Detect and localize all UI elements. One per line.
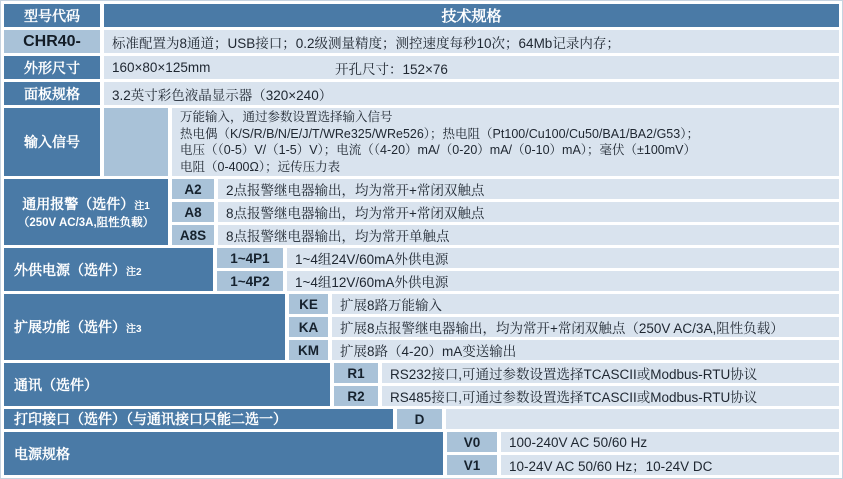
- comm-label-text: 通讯（选件）: [14, 376, 98, 393]
- power-group: [4, 432, 839, 475]
- input-signal-row: [4, 108, 839, 176]
- option-desc: RS485接口,可通过参数设置选择TCASCII或Modbus-RTU协议: [382, 386, 839, 406]
- printer-group: [4, 409, 839, 429]
- option-desc: RS232接口,可通过参数设置选择TCASCII或Modbus-RTU协议: [382, 363, 839, 383]
- aux-power-group: [4, 248, 839, 291]
- alarm-option-a2: [172, 179, 839, 199]
- header-tech-spec: 技术规格: [104, 4, 839, 27]
- dimensions-value: [104, 56, 839, 79]
- option-code: A2: [172, 179, 214, 199]
- printer-label-text: 打印接口（选件）（与通讯接口只能二选一）: [14, 411, 287, 427]
- dimensions-label: 外形尺寸: [4, 56, 100, 79]
- input-line-4: 电阻（0-400Ω）；远传压力表: [180, 159, 341, 174]
- printer-option-d: [397, 409, 839, 429]
- option-code: 1~4P1: [217, 248, 283, 268]
- option-desc: 扩展8路（4-20）mA变送输出: [332, 340, 839, 360]
- alarm-group: [4, 179, 839, 245]
- alarm-label: [4, 179, 168, 245]
- model-standard-config: 标准配置为8通道；USB接口；0.2级测量精度；测控速度每秒10次；64Mb记录内存；: [104, 30, 839, 53]
- input-signal-detail: [172, 108, 839, 176]
- option-code: D: [397, 409, 442, 429]
- power-label-text: 电源规格: [14, 445, 70, 462]
- aux-power-option-p2: [217, 271, 839, 291]
- option-code: R1: [334, 363, 378, 383]
- power-option-v0: [447, 432, 839, 452]
- option-code: R2: [334, 386, 378, 406]
- alarm-label-text: 通用报警（选件）: [22, 196, 135, 212]
- alarm-note: 注1: [134, 201, 150, 212]
- option-desc: 1~4组12V/60mA外供电源: [287, 271, 839, 291]
- expansion-group: [4, 294, 839, 360]
- input-signal-label: 输入信号: [4, 108, 100, 176]
- expansion-option-ka: [289, 317, 839, 337]
- aux-power-label-text: 外供电源（选件）: [14, 261, 126, 278]
- option-code: KE: [289, 294, 328, 314]
- model-code-value: CHR40-: [4, 30, 100, 53]
- panel-row: [4, 82, 839, 105]
- option-desc: [446, 409, 839, 429]
- header-row: [4, 4, 839, 27]
- expansion-option-ke: [289, 294, 839, 314]
- model-row: [4, 30, 839, 53]
- option-code: V1: [447, 455, 497, 475]
- option-code: KA: [289, 317, 328, 337]
- option-desc: 100-240V AC 50/60 Hz: [501, 432, 839, 452]
- input-signal-code-placeholder: [104, 108, 168, 176]
- alarm-rating: （250V AC/3A,阻性负载）: [17, 217, 155, 229]
- alarm-option-a8s: [172, 225, 839, 245]
- option-code: A8S: [172, 225, 214, 245]
- panel-label: 面板规格: [4, 82, 100, 105]
- comm-label: [4, 363, 330, 406]
- comm-group: [4, 363, 839, 406]
- dimensions-row: [4, 56, 839, 79]
- option-desc: 10-24V AC 50/60 Hz；10-24V DC: [501, 455, 839, 475]
- option-code: KM: [289, 340, 328, 360]
- power-label: [4, 432, 443, 475]
- expansion-label-text: 扩展功能（选件）: [14, 319, 126, 335]
- power-option-v1: [447, 455, 839, 475]
- header-model-code: 型号代码: [4, 4, 100, 27]
- comm-option-r2: [334, 386, 839, 406]
- outer-size: 160×80×125mm: [112, 60, 211, 75]
- option-code: V0: [447, 432, 497, 452]
- alarm-option-a8: [172, 202, 839, 222]
- aux-power-label: [4, 248, 213, 291]
- option-code: A8: [172, 202, 214, 222]
- expansion-option-km: [289, 340, 839, 360]
- expansion-label: [4, 294, 285, 360]
- comm-option-r1: [334, 363, 839, 383]
- printer-label: [4, 409, 393, 429]
- panel-value: 3.2英寸彩色液晶显示器（320×240）: [104, 82, 839, 105]
- option-desc: 8点报警继电器输出，均为常开单触点: [218, 225, 839, 245]
- cutout-size: 开孔尺寸：152×76: [335, 61, 448, 77]
- aux-power-note: 注2: [126, 266, 142, 278]
- input-line-3: 电压（（0-5）V/（1-5）V）；电流（（4-20）mA/（0-20）mA/（0-10）mA）；毫伏（±100mV）: [180, 143, 696, 157]
- option-desc: 1~4组24V/60mA外供电源: [287, 248, 839, 268]
- option-desc: 扩展8路万能输入: [332, 294, 839, 314]
- option-desc: 2点报警继电器输出，均为常开+常闭双触点: [218, 179, 839, 199]
- aux-power-option-p1: [217, 248, 839, 268]
- option-desc: 扩展8点报警继电器输出，均为常开+常闭双触点（250V AC/3A,阻性负载）: [332, 317, 839, 337]
- option-code: 1~4P2: [217, 271, 283, 291]
- option-desc: 8点报警继电器输出，均为常开+常闭双触点: [218, 202, 839, 222]
- input-line-1: 万能输入，通过参数设置选择输入信号: [180, 110, 393, 124]
- input-line-2: 热电偶（K/S/R/B/N/E/J/T/WRe325/WRe526）；热电阻（Pt100/Cu100/Cu50/BA1/BA2/G53）；: [180, 126, 699, 141]
- expansion-note: 注3: [126, 324, 142, 335]
